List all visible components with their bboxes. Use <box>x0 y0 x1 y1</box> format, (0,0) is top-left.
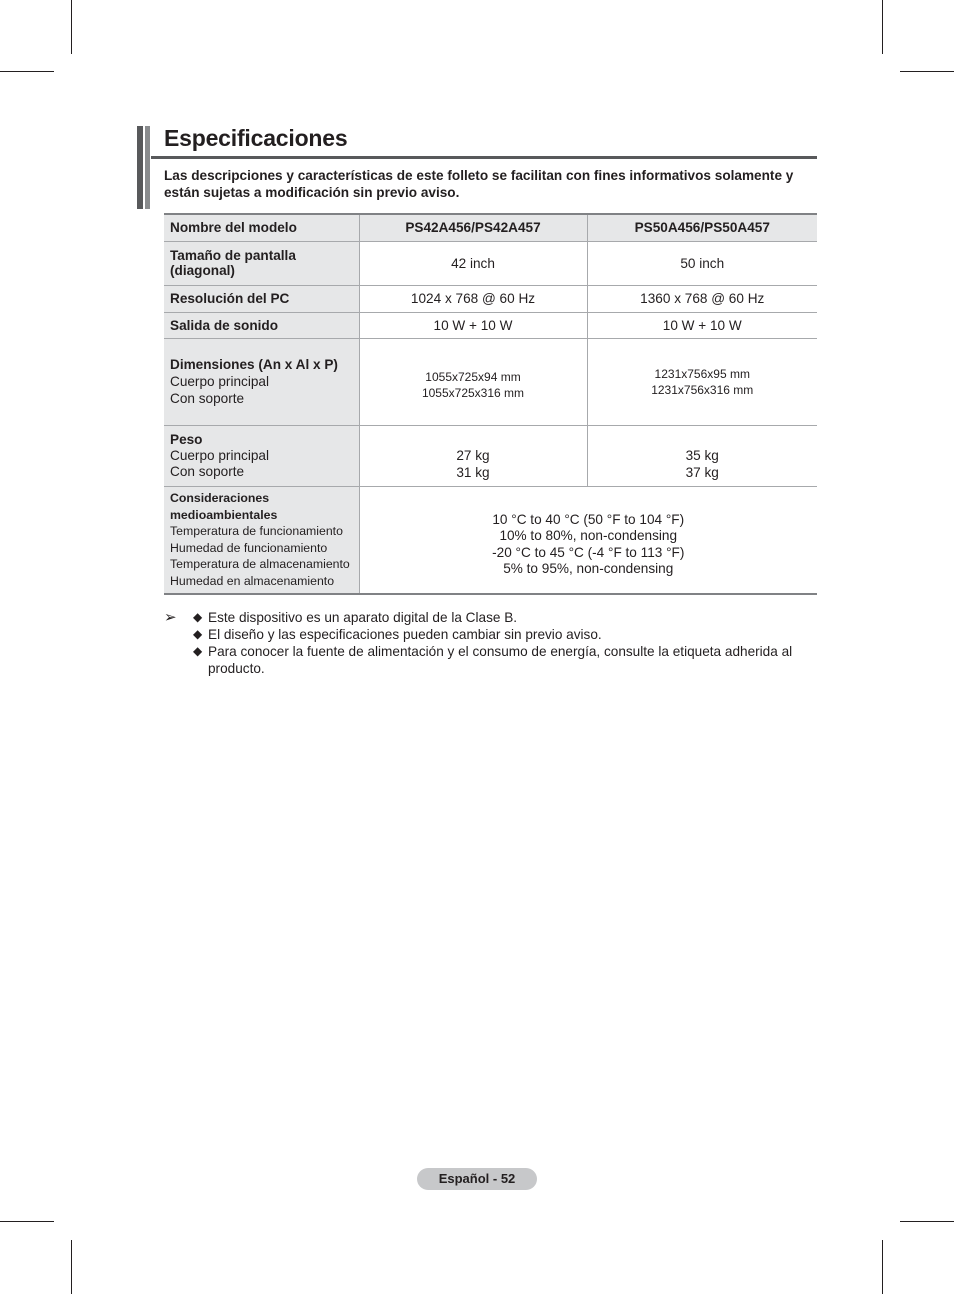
intro-text: Las descripciones y características de este folleto se facilitan con fines informativos solamente y están sujetas a modificación sin previo aviso. <box>164 168 794 200</box>
cell-value: 35 kg 37 kg <box>587 425 817 486</box>
arrow-icon: ➢ <box>164 609 177 626</box>
row-label: Resolución del PC <box>164 285 359 312</box>
table-row-sound <box>164 312 817 338</box>
crop-mark <box>882 0 883 54</box>
list-item: ◆ Este dispositivo es un aparato digital de la Clase B. <box>193 610 518 625</box>
cell-value: 10 W + 10 W <box>359 312 587 338</box>
header-model-2: PS50A456/PS50A457 <box>587 214 817 241</box>
diamond-bullet-icon: ◆ <box>193 627 203 641</box>
list-item: ◆ El diseño y las especificaciones pueden cambiar sin previo aviso. <box>193 627 602 642</box>
header-model-1: PS42A456/PS42A457 <box>359 214 587 241</box>
crop-mark <box>900 71 954 72</box>
row-label: Peso Cuerpo principal Con soporte <box>164 425 359 486</box>
cell-value: 27 kg 31 kg <box>359 425 587 486</box>
cell-value: 1231x756x95 mm 1231x756x316 mm <box>587 338 817 425</box>
notes <box>164 609 824 677</box>
crop-mark <box>0 1221 54 1222</box>
row-label: Consideraciones medioambientales Temperatura de funcionamiento Humedad de funcionamiento Temperatura de almacenamiento Humedad en almacenamiento <box>164 486 359 594</box>
cell-value: 10 W + 10 W <box>587 312 817 338</box>
table-header-row <box>164 214 817 241</box>
crop-mark <box>900 1221 954 1222</box>
cell-value: 10 °C to 40 °C (50 °F to 104 °F) 10% to 80%, non-condensing -20 °C to 45 °C (-4 °F to 113 °F) 5% to 95%, non-condensing <box>359 486 817 594</box>
cell-value: 42 inch <box>359 241 587 285</box>
table-row-weight <box>164 425 817 486</box>
crop-mark <box>882 1240 883 1294</box>
diamond-bullet-icon: ◆ <box>193 610 203 624</box>
crop-mark <box>71 1240 72 1294</box>
header-label: Nombre del modelo <box>164 214 359 241</box>
table-row-dimensions <box>164 338 817 425</box>
cell-value: 1360 x 768 @ 60 Hz <box>587 285 817 312</box>
row-label: Salida de sonido <box>164 312 359 338</box>
page-title: Especificaciones <box>164 125 348 151</box>
page-number-badge: Español - 52 <box>417 1168 537 1190</box>
cell-value: 1055x725x94 mm 1055x725x316 mm <box>359 338 587 425</box>
title-rule <box>151 156 817 159</box>
cell-value: 50 inch <box>587 241 817 285</box>
cell-value: 1024 x 768 @ 60 Hz <box>359 285 587 312</box>
row-label: Dimensiones (An x Al x P) Cuerpo principal Con soporte <box>164 338 359 425</box>
section-marker <box>137 126 151 209</box>
table-row-resolution <box>164 285 817 312</box>
spec-table <box>164 213 817 595</box>
diamond-bullet-icon: ◆ <box>193 644 203 658</box>
list-item: ◆ Para conocer la fuente de alimentación y el consumo de energía, consulte la etiqueta adherida al producto. <box>193 644 793 676</box>
row-label: Tamaño de pantalla (diagonal) <box>164 241 359 285</box>
table-row-environment <box>164 486 817 594</box>
crop-mark <box>71 0 72 54</box>
crop-mark <box>0 71 54 72</box>
table-row-screen <box>164 241 817 285</box>
